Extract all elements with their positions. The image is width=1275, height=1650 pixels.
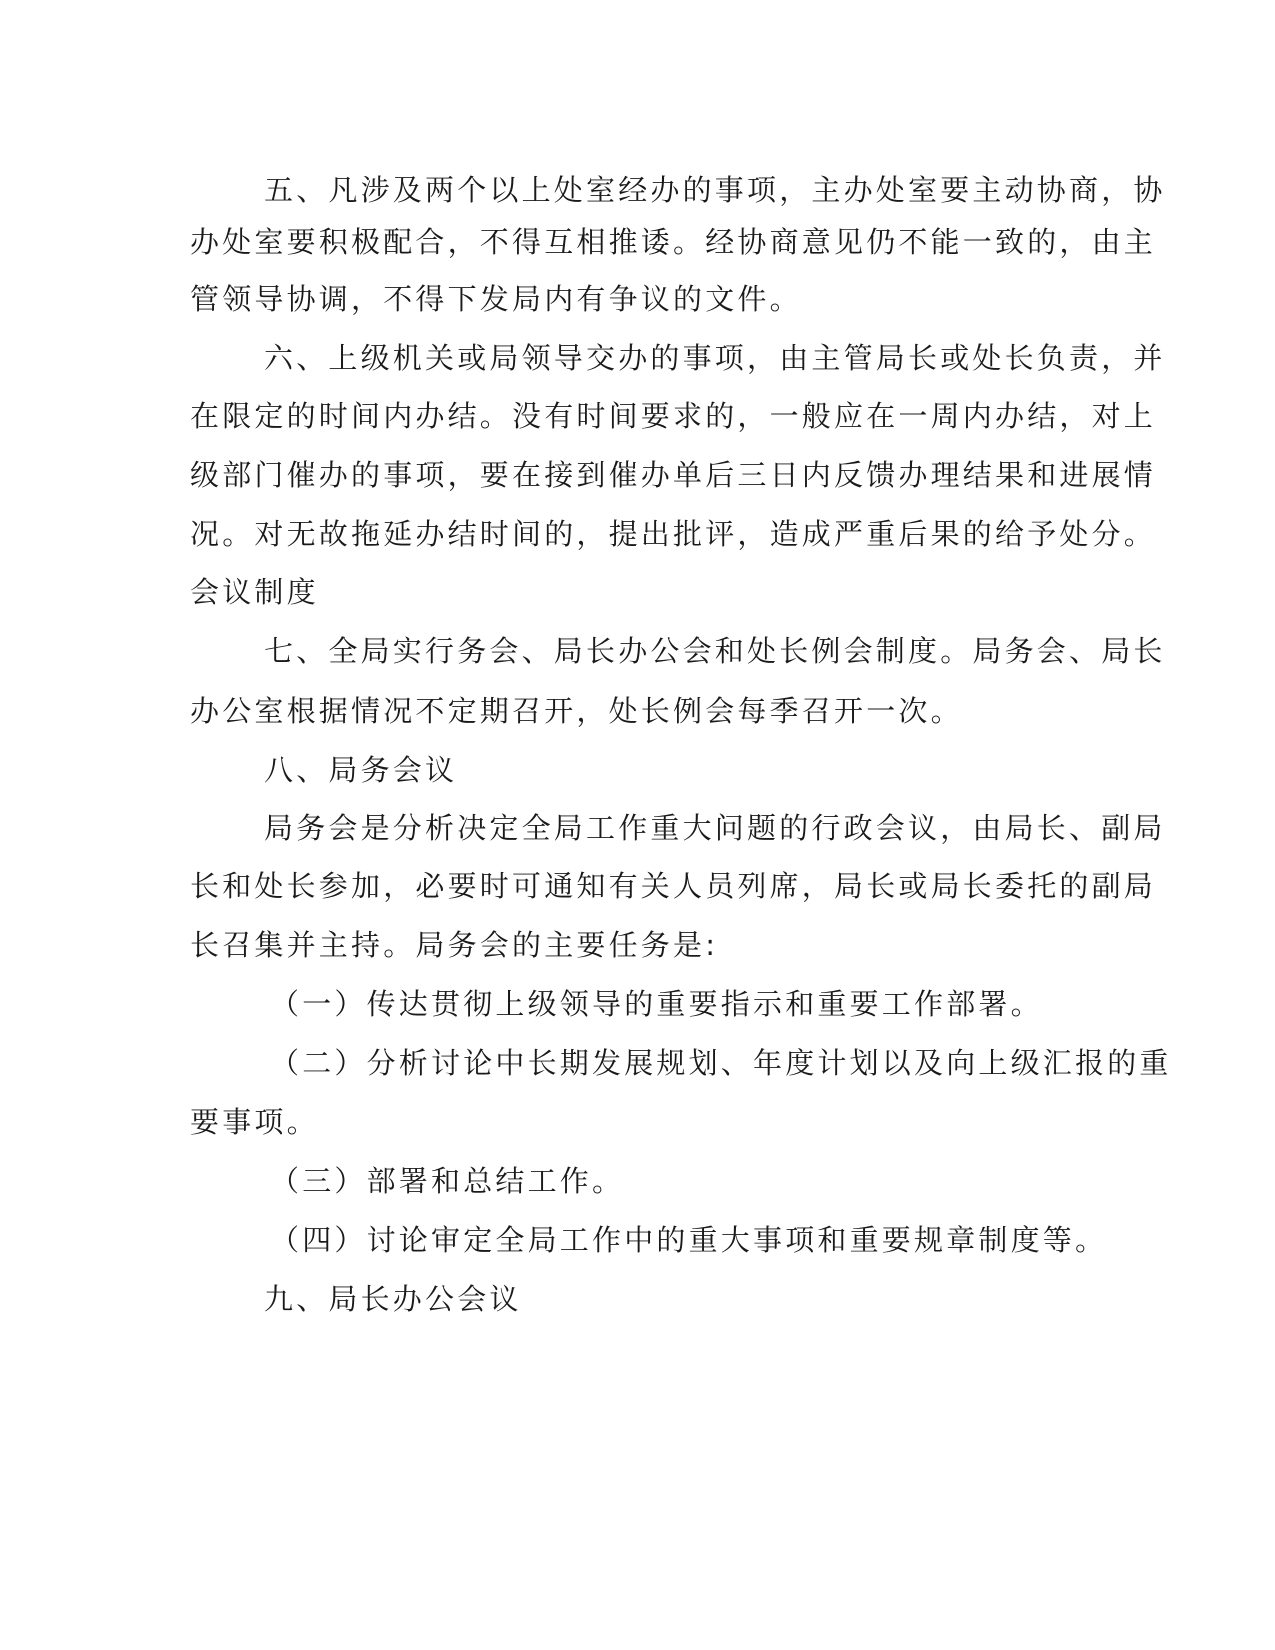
item-3: （三）部署和总结工作。 <box>270 1164 625 1198</box>
para-8-body-line-3: 长召集并主持。局务会的主要任务是: <box>190 928 719 962</box>
para-6-line-1: 六、上级机关或局领导交办的事项，由主管局长或处长负责，并 <box>264 341 1166 375</box>
para-8-body-line-1: 局务会是分析决定全局工作重大问题的行政会议，由局长、副局 <box>264 811 1166 845</box>
section-heading-meeting-system: 会议制度 <box>190 575 319 609</box>
para-7-line-1: 七、全局实行务会、局长办公会和处长例会制度。局务会、局长 <box>264 634 1166 668</box>
para-6-line-2: 在限定的时间内办结。没有时间要求的，一般应在一周内办结，对上 <box>190 399 1157 433</box>
para-5-line-1: 五、凡涉及两个以上处室经办的事项，主办处室要主动协商，协 <box>264 173 1166 207</box>
item-2-line-1: （二）分析讨论中长期发展规划、年度计划以及向上级汇报的重 <box>270 1046 1172 1080</box>
para-8-heading: 八、局务会议 <box>264 753 458 787</box>
para-6-line-4: 况。对无故拖延办结时间的，提出批评，造成严重后果的给予处分。 <box>190 517 1157 551</box>
item-1: （一）传达贯彻上级领导的重要指示和重要工作部署。 <box>270 987 1043 1021</box>
para-6-line-3: 级部门催办的事项，要在接到催办单后三日内反馈办理结果和进展情 <box>190 458 1157 492</box>
para-5-line-3: 管领导协调，不得下发局内有争议的文件。 <box>190 282 802 316</box>
para-8-body-line-2: 长和处长参加，必要时可通知有关人员列席，局长或局长委托的副局 <box>190 869 1157 903</box>
item-2-line-2: 要事项。 <box>190 1105 319 1139</box>
para-9-heading: 九、局长办公会议 <box>264 1282 522 1316</box>
para-5-line-2: 办处室要积极配合，不得互相推诿。经协商意见仍不能一致的，由主 <box>190 225 1157 259</box>
para-7-line-2: 办公室根据情况不定期召开，处长例会每季召开一次。 <box>190 694 963 728</box>
item-4: （四）讨论审定全局工作中的重大事项和重要规章制度等。 <box>270 1223 1108 1257</box>
